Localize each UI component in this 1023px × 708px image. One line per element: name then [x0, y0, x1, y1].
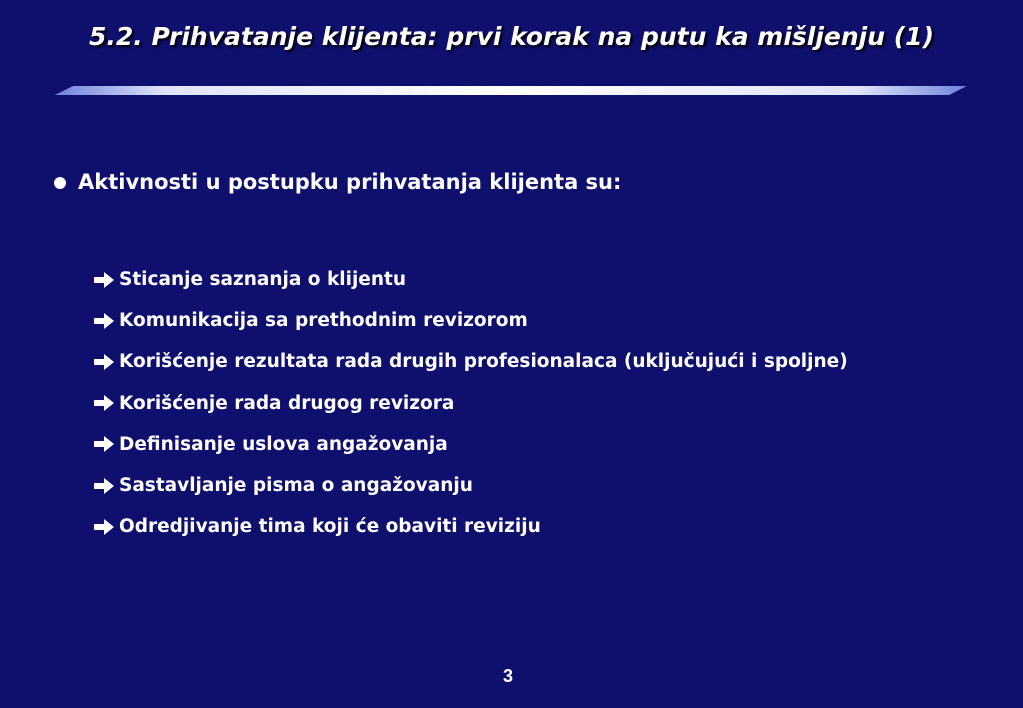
list-item	[93, 506, 848, 547]
list-item-label: Komunikacija sa prethodnim revizorom	[119, 310, 528, 332]
list-item	[93, 465, 848, 506]
arrow-right-icon	[93, 435, 115, 453]
arrow-right-icon	[93, 353, 115, 371]
bullet-dot-icon	[54, 177, 66, 189]
slide-title: 5.2. Prihvatanje klijenta: prvi korak na putu ka mišljenju (1)	[88, 22, 935, 51]
list-item	[93, 259, 848, 300]
main-bullet-text: Aktivnosti u postupku prihvatanja klijenta su:	[78, 170, 622, 194]
list-item	[93, 341, 848, 382]
list-item-label: Sticanje saznanja o klijentu	[119, 269, 407, 291]
arrow-right-icon	[93, 394, 115, 412]
main-bullet	[54, 170, 621, 194]
arrow-right-icon	[93, 271, 115, 289]
list-item	[93, 300, 848, 341]
sub-bullet-list	[93, 259, 848, 547]
list-item-label: Sastavljanje pisma o angažovanju	[119, 475, 473, 497]
list-item	[93, 383, 848, 424]
arrow-right-icon	[93, 518, 115, 536]
title-divider	[55, 86, 967, 95]
list-item-label: Definisanje uslova angažovanja	[119, 433, 448, 455]
list-item-label: Odredjivanje tima koji će obaviti reviziju	[119, 516, 541, 538]
list-item-label: Korišćenje rada drugog revizora	[119, 392, 455, 414]
list-item	[93, 424, 848, 465]
list-item-label: Korišćenje rezultata rada drugih profesionalaca (uključujući i spoljne)	[119, 351, 848, 373]
arrow-right-icon	[93, 312, 115, 330]
arrow-right-icon	[93, 477, 115, 495]
page-number: 3	[502, 666, 513, 686]
